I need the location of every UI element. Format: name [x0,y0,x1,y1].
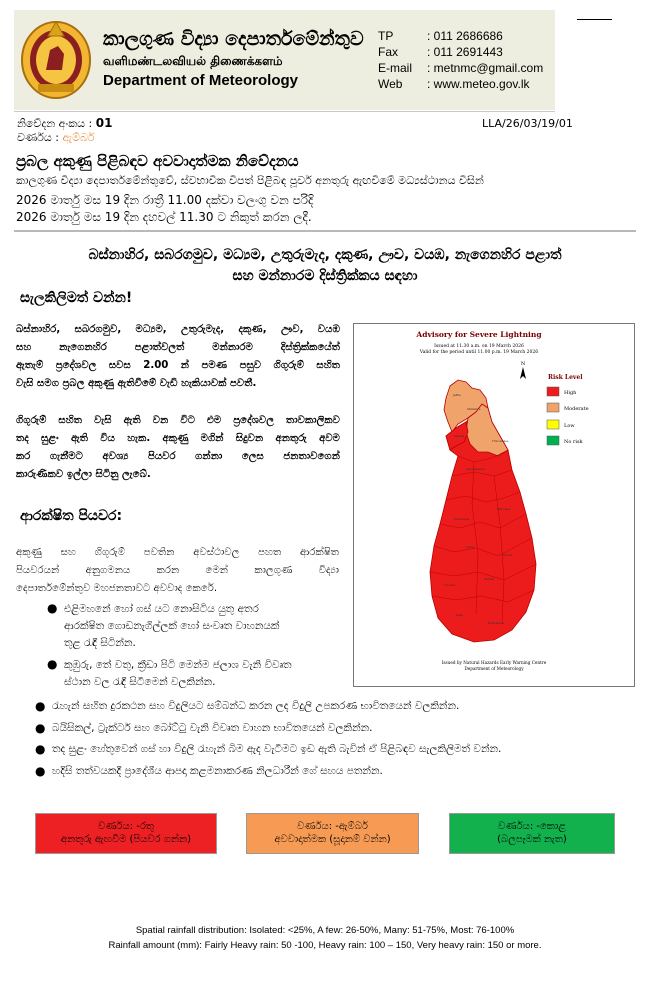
svg-text:Hambantota: Hambantota [488,622,505,625]
contact-web: Web : www.meteo.gov.lk [378,77,530,91]
intro-line: කාලගුණ විද්‍යා දෙපාර්තමේන්තුවේ, ස්වභාවික විපත් පිළිබඳ පූර්ව අනතුරු ඇඟවීමේ මධ්‍යස්ථානය විසින් [16,174,484,187]
svg-text:Kurunegala: Kurunegala [454,518,470,521]
svg-text:Kandy: Kandy [466,546,475,549]
svg-text:Batticaloa: Batticaloa [497,508,511,511]
department-name-sinhala: කාලගුණ විද්‍යා දෙපාර්තමේන්තුව [103,28,364,50]
advisory-map-svg [354,324,634,686]
bulletin-reference: LLA/26/03/19/01 [482,117,573,130]
svg-text:Low: Low [564,423,575,429]
svg-text:Galle: Galle [456,614,463,617]
svg-text:Jaffna: Jaffna [453,394,461,397]
contact-email: E-mail : metnmc@gmail.com [378,61,544,75]
svg-text:Moderate: Moderate [564,406,589,412]
header-divider [14,111,555,112]
precaution-item: ● රැහැන් සහිත දුරකථන සහ විදුලියට සම්බන්ධ කරන ලද විදුලි උපකරණ භාවිතයෙන් වලකින්න. [35,699,460,713]
affected-areas-headline: සහ මන්නාරම දිස්ත්‍රික්කය සඳහා [232,268,418,284]
legend-green-box: වර්ණය: -කොළ (බලපෑමක් නැත) [449,813,615,854]
map-legend-title: Risk Level [548,374,583,381]
map-issued: Issued at 11.30 a.m. on 19 March 2026 [434,344,524,349]
bulletin-title: ප්‍රබල අකුණු පිළිබඳව අවවාදාත්මක නිවේදනය [16,152,299,170]
bullet-icon: ● [47,601,58,615]
bulletin-number: නිවේදන අංකය : 01 [17,116,113,130]
intro-line: 2026 මාර්තු මස 19 දින දහවල් 11.30 ට නිකුත් කරන ලදී. [16,210,312,224]
bullet-icon: ● [47,657,58,671]
corner-rule [577,19,612,20]
footer-spatial-distribution: Spatial rainfall distribution: Isolated: <25%, A few: 26-50%, Many: 51-75%, Most: 76-100% [135,925,515,936]
precaution-item: ● එළිමහනේ හෝ ගස් යට නොසිටිය යුතු අතර ආරක්ෂිත ගොඩනැගිල්ලක් හෝ සංවෘත වාහනයක් තුළ රැඳී සිටින්න. [47,601,280,649]
map-valid: Valid for the period until 11.00 p.m. 19 March 2026 [419,350,539,355]
map-title: Advisory for Severe Lightning [416,330,542,339]
legend-red-box: වර්ණය: -රතු අනතුරු ඇඟවීම (පියවර ගන්න) [35,813,217,854]
svg-text:Mannar: Mannar [454,435,465,438]
bulletin-color: වර්ණය : ඇම්බර් [17,131,95,144]
precautions-heading: ආරක්ෂිත පියවර: [20,508,123,524]
be-warned-heading: සැලකිලිමත් වන්න! [20,290,133,306]
precautions-intro: අකුණු සහ ගිගුරුම් පවතින අවස්ථාවල පහත ආරක්ෂිත පියවරයන් අනුගමනය කරන මෙන් කාලගුණ විද්‍යා දෙපාර්තමේන්තුව මහජනතාවට අවවාද කෙරේ. [16,547,339,594]
intro-line: 2026 මාර්තු මස 19 දින රාත්‍රී 11.00 දක්වා වලංගු වන පරිදි [16,193,314,207]
precaution-item: ● බයිසිකල්, ට්‍රැක්ටර් සහ බෝට්ටු වැනි විවෘත වාහන භාවිතයෙන් වලකින්න. [35,721,373,735]
contact-phone: TP : 011 2686686 [378,29,503,43]
sri-lanka-emblem-icon [16,14,96,102]
precaution-item: ● තද සුළං හේතුවෙන් ගස් හා විදුලි රැහැන් බිම ඇද වැටීමට ඉඩ ඇති බැවින් ඒ පිළිබඳව සැලකිලිමත් වන්න. [35,742,502,756]
legend-amber-box: වර්ණය: -ඇම්බර් අවවාදාත්මක (සූදානම් වන්න) [246,813,419,854]
svg-text:High: High [564,390,577,396]
contact-fax: Fax : 011 2691443 [378,45,503,59]
bullet-icon: ● [35,699,46,713]
affected-areas-headline: බස්නාහිර, සබරගමුව, මධ්‍යම, උතුරුමැද, දකුණ, ඌව, වයඹ, නැගෙනහිර පළාත් [88,247,562,263]
svg-text:No risk: No risk [564,439,583,445]
section-divider [14,230,636,232]
bullet-icon: ● [35,742,46,756]
advice-paragraph: ගිගුරුම් සහිත වැසි ඇති වන විට එම ප්‍රදේශවල තාවකාලිකව තද සුළං ඇති විය හැක. අකුණු මගින් සිදුවන අනතුරු අවම කර ගැනීමට අවශ්‍ය පියවර ගන්නා ලෙස ජනතාවගෙන් කාරුණිකව ඉල්ලා සිටිනු ලැබේ. [16,415,340,480]
svg-text:Anuradhapura: Anuradhapura [466,468,485,471]
svg-text:Badulla: Badulla [484,578,494,581]
bullet-icon: ● [35,764,46,778]
map-issued-by: Issued by Natural Hazards Early Warning Centre [441,660,547,665]
precaution-item: ● කුඹුරු, තේ වතු, ක්‍රීඩා පිටි මෙන්ම ජලාශ වැනි විවෘත ස්ථාන වල රැඳී සිටීමෙන් වලකින්න. [47,657,292,688]
svg-text:Colombo: Colombo [444,584,456,587]
department-name-english: Department of Meteorology [103,72,299,89]
north-arrow-icon [520,361,526,379]
map-issued-by-dept: Department of Meteorology [464,666,524,671]
precaution-item: ● හදිසි තත්වයකදී ප්‍රාදේශීය ආපදා කළමනාකරණ නිලධාරීන් ගේ සහය පතන්න. [35,764,383,778]
bullet-icon: ● [35,721,46,735]
department-name-tamil: வளிமண்டலவியல் திணைக்களம் [103,54,283,68]
footer-rainfall-amount: Rainfall amount (mm): Fairly Heavy rain: 50 -100, Heavy rain: 100 – 150, Very heavy rain: 150 or more. [108,940,542,951]
lightning-advisory-map [353,323,635,687]
map-legend [547,387,589,445]
svg-text:N: N [520,361,526,367]
svg-text:Trincomalee: Trincomalee [492,440,509,443]
svg-text:Ampara: Ampara [502,554,513,557]
svg-text:Mullaitivu: Mullaitivu [467,408,481,411]
forecast-paragraph: බස්නාහිර, සබරගමුව, මධ්‍යම, උතුරුමැද, දකුණ, ඌව, වයඹ සහ නැගෙනහිර පළාත්වලත් මන්නාරම දිස්ත්‍රික්කයේත් ඇතැම් ප්‍රදේශවල සවස 2.00 න් පමණ පසුව ගිගුරුම් සහිත වැසි සමග ප්‍රබල අකුණු ඇතිවීමේ වැඩි හැකියාවක් පවතී. [16,324,340,389]
